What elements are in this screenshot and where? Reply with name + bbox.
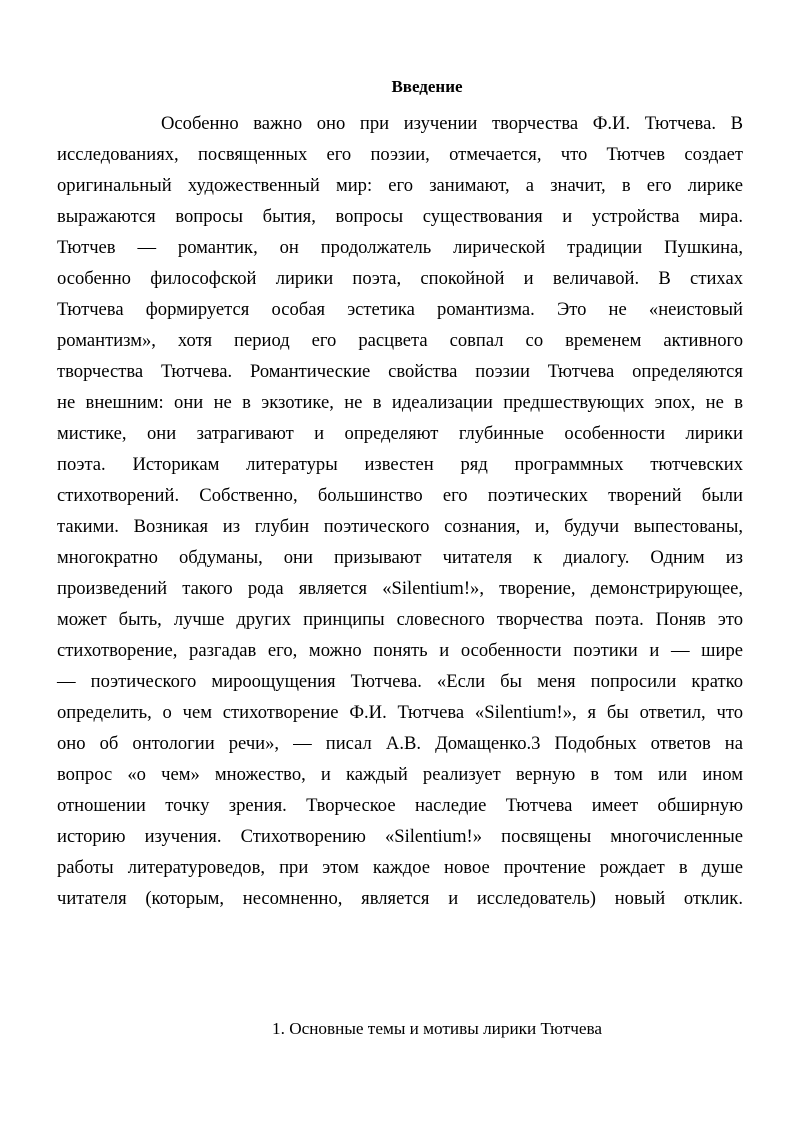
paragraph-line: романтизм», хотя период его расцвета совпал со временем активного [57,330,743,351]
paragraph-line: особенно философской лирики поэта, спокойной и величавой. В стихах [57,268,743,289]
paragraph-line: может быть, лучше других принципы словесного творчества поэта. Поняв это [57,609,743,630]
paragraph-line: отношении точку зрения. Творческое наследие Тютчева имеет обширную [57,795,743,816]
paragraph-line: читателя (которым, несомненно, является и исследователь) новый отклик. [57,888,743,909]
paragraph-line: Тютчева формируется особая эстетика романтизма. Это не «неистовый [57,299,743,320]
paragraph-line: творчества Тютчева. Романтические свойства поэзии Тютчева определяются [57,361,743,382]
paragraph-line: историю изучения. Стихотворению «Silentium!» посвящены многочисленные [57,826,743,847]
section-title: 1. Основные темы и мотивы лирики Тютчева [272,1019,603,1038]
paragraph-line: исследованиях, посвященных его поэзии, отмечается, что Тютчев создает [57,144,743,165]
paragraph-line: такими. Возникая из глубин поэтического сознания, и, будучи выпестованы, [57,516,743,537]
paragraph-line: Тютчев — романтик, он продолжатель лирической традиции Пушкина, [57,237,743,258]
paragraph-line: определить, о чем стихотворение Ф.И. Тютчева «Silentium!», я бы ответил, что [57,702,743,723]
paragraph-line: вопрос «о чем» множество, и каждый реализует верную в том или ином [57,764,743,785]
paragraph-line: мистике, они затрагивают и определяют глубинные особенности лирики [57,423,743,444]
paragraph-line: — поэтического мироощущения Тютчева. «Если бы меня попросили кратко [57,671,743,692]
paragraph-line: выражаются вопросы бытия, вопросы существования и устройства мира. [57,206,743,227]
introduction-paragraph [57,108,743,914]
paragraph-line: работы литературоведов, при этом каждое новое прочтение рождает в душе [57,857,743,878]
paragraph-line: многократно обдуманы, они призывают читателя к диалогу. Одним из [57,547,743,568]
paragraph-line: стихотворений. Собственно, большинство его поэтических творений были [57,485,743,506]
introduction-heading: Введение [391,77,463,96]
paragraph-line: оно об онтологии речи», — писал А.В. Домащенко.3 Подобных ответов на [57,733,743,754]
paragraph-line: произведений такого рода является «Silentium!», творение, демонстрирующее, [57,578,743,599]
paragraph-line: стихотворение, разгадав его, можно понять и особенности поэтики и — шире [57,640,743,661]
paragraph-line: Особенно важно оно при изучении творчества Ф.И. Тютчева. В [161,113,743,134]
paragraph-line: поэта. Историкам литературы известен ряд программных тютчевских [57,454,743,475]
paragraph-line: оригинальный художественный мир: его занимают, а значит, в его лирике [57,175,743,196]
paragraph-line: не внешним: они не в экзотике, не в идеализации предшествующих эпох, не в [57,392,743,413]
